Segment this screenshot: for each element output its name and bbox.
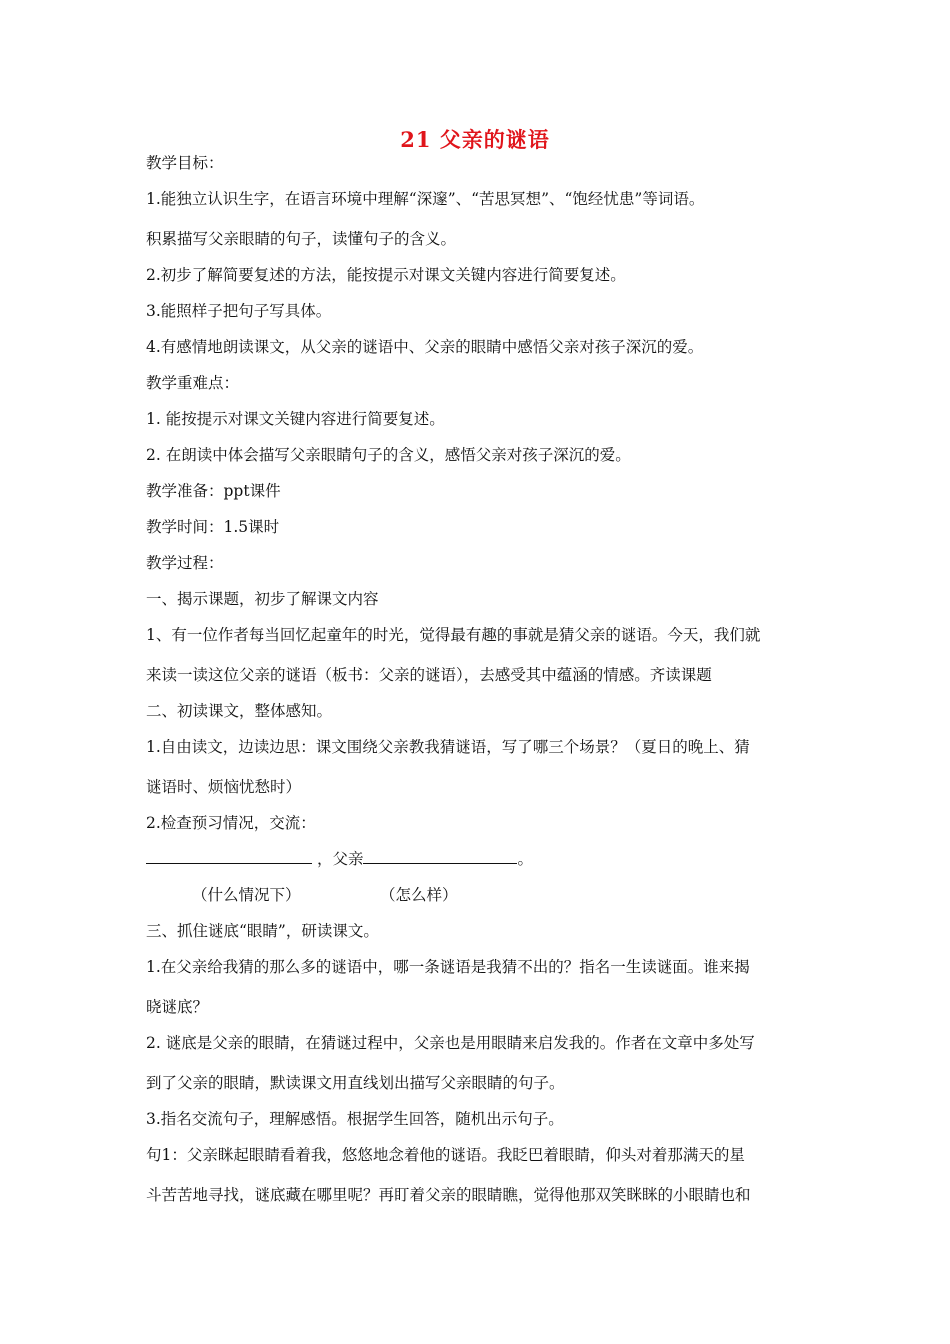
paragraph-line: 2.检查预习情况，交流： <box>146 814 316 832</box>
fill-end: 。 <box>517 850 533 868</box>
fill-in-line <box>146 849 533 869</box>
paragraph-line: 到了父亲的眼睛，默读课文用直线划出描写父亲眼睛的句子。 <box>146 1074 565 1092</box>
paragraph-line: 2. 在朗读中体会描写父亲眼睛句子的含义，感悟父亲对孩子深沉的爱。 <box>146 446 631 464</box>
paragraph-line: 教学时间：1.5课时 <box>146 518 280 536</box>
section-heading: 教学重难点： <box>146 374 240 392</box>
paragraph-line: 来读一读这位父亲的谜语（板书：父亲的谜语），去感受其中蕴涵的情感。齐读课题 <box>146 666 712 684</box>
paragraph-line: 1.自由读文，边读边思：课文围绕父亲教我猜谜语，写了哪三个场景？（夏日的晚上、猜 <box>146 738 750 756</box>
fill-hint-right: （怎么样） <box>380 886 458 904</box>
section-heading: 教学过程： <box>146 554 224 572</box>
paragraph-line: 1. 能按提示对课文关键内容进行简要复述。 <box>146 410 445 428</box>
blank-underline <box>363 849 517 864</box>
blank-underline <box>146 849 312 864</box>
paragraph-line: 1、有一位作者每当回忆起童年的时光，觉得最有趣的事就是猜父亲的谜语。今天，我们就 <box>146 626 761 644</box>
paragraph-line: 1.在父亲给我猜的那么多的谜语中，哪一条谜语是我猜不出的？指名一生读谜面。谁来揭 <box>146 958 750 976</box>
paragraph-line: 积累描写父亲眼睛的句子，读懂句子的含义。 <box>146 230 457 248</box>
paragraph-line: 2. 谜底是父亲的眼睛，在猜谜过程中，父亲也是用眼睛来启发我的。作者在文章中多处写 <box>146 1034 755 1052</box>
fill-hint-left: （什么情况下） <box>192 886 301 904</box>
fill-separator: ，父亲 <box>316 850 364 868</box>
section-heading: 教学目标： <box>146 154 224 172</box>
paragraph-line: 二、初读课文，整体感知。 <box>146 702 333 720</box>
paragraph-line: 谜语时、烦恼忧愁时） <box>146 778 302 796</box>
paragraph-line: 3.指名交流句子，理解感悟。根据学生回答，随机出示句子。 <box>146 1110 564 1128</box>
paragraph-line: 斗苦苦地寻找，谜底藏在哪里呢？再盯着父亲的眼睛瞧，觉得他那双笑眯眯的小眼睛也和 <box>146 1186 751 1204</box>
paragraph-line: 2.初步了解简要复述的方法，能按提示对课文关键内容进行简要复述。 <box>146 266 626 284</box>
paragraph-line: 3.能照样子把句子写具体。 <box>146 302 332 320</box>
document-title: 21 父亲的谜语 <box>400 127 550 152</box>
paragraph-line: 1.能独立认识生字，在语言环境中理解“深邃”、“苦思冥想”、“饱经忧患”等词语。 <box>146 190 705 208</box>
paragraph-line: 一、揭示课题，初步了解课文内容 <box>146 590 379 608</box>
paragraph-line: 教学准备：ppt课件 <box>146 482 281 500</box>
paragraph-line: 4.有感情地朗读课文，从父亲的谜语中、父亲的眼睛中感悟父亲对孩子深沉的爱。 <box>146 338 704 356</box>
paragraph-line: 晓谜底？ <box>146 998 209 1016</box>
paragraph-line: 三、抓住谜底“眼睛”，研读课文。 <box>146 922 379 940</box>
paragraph-line: 句1：父亲眯起眼睛看着我，悠悠地念着他的谜语。我眨巴着眼睛，仰头对着那满天的星 <box>146 1146 745 1164</box>
